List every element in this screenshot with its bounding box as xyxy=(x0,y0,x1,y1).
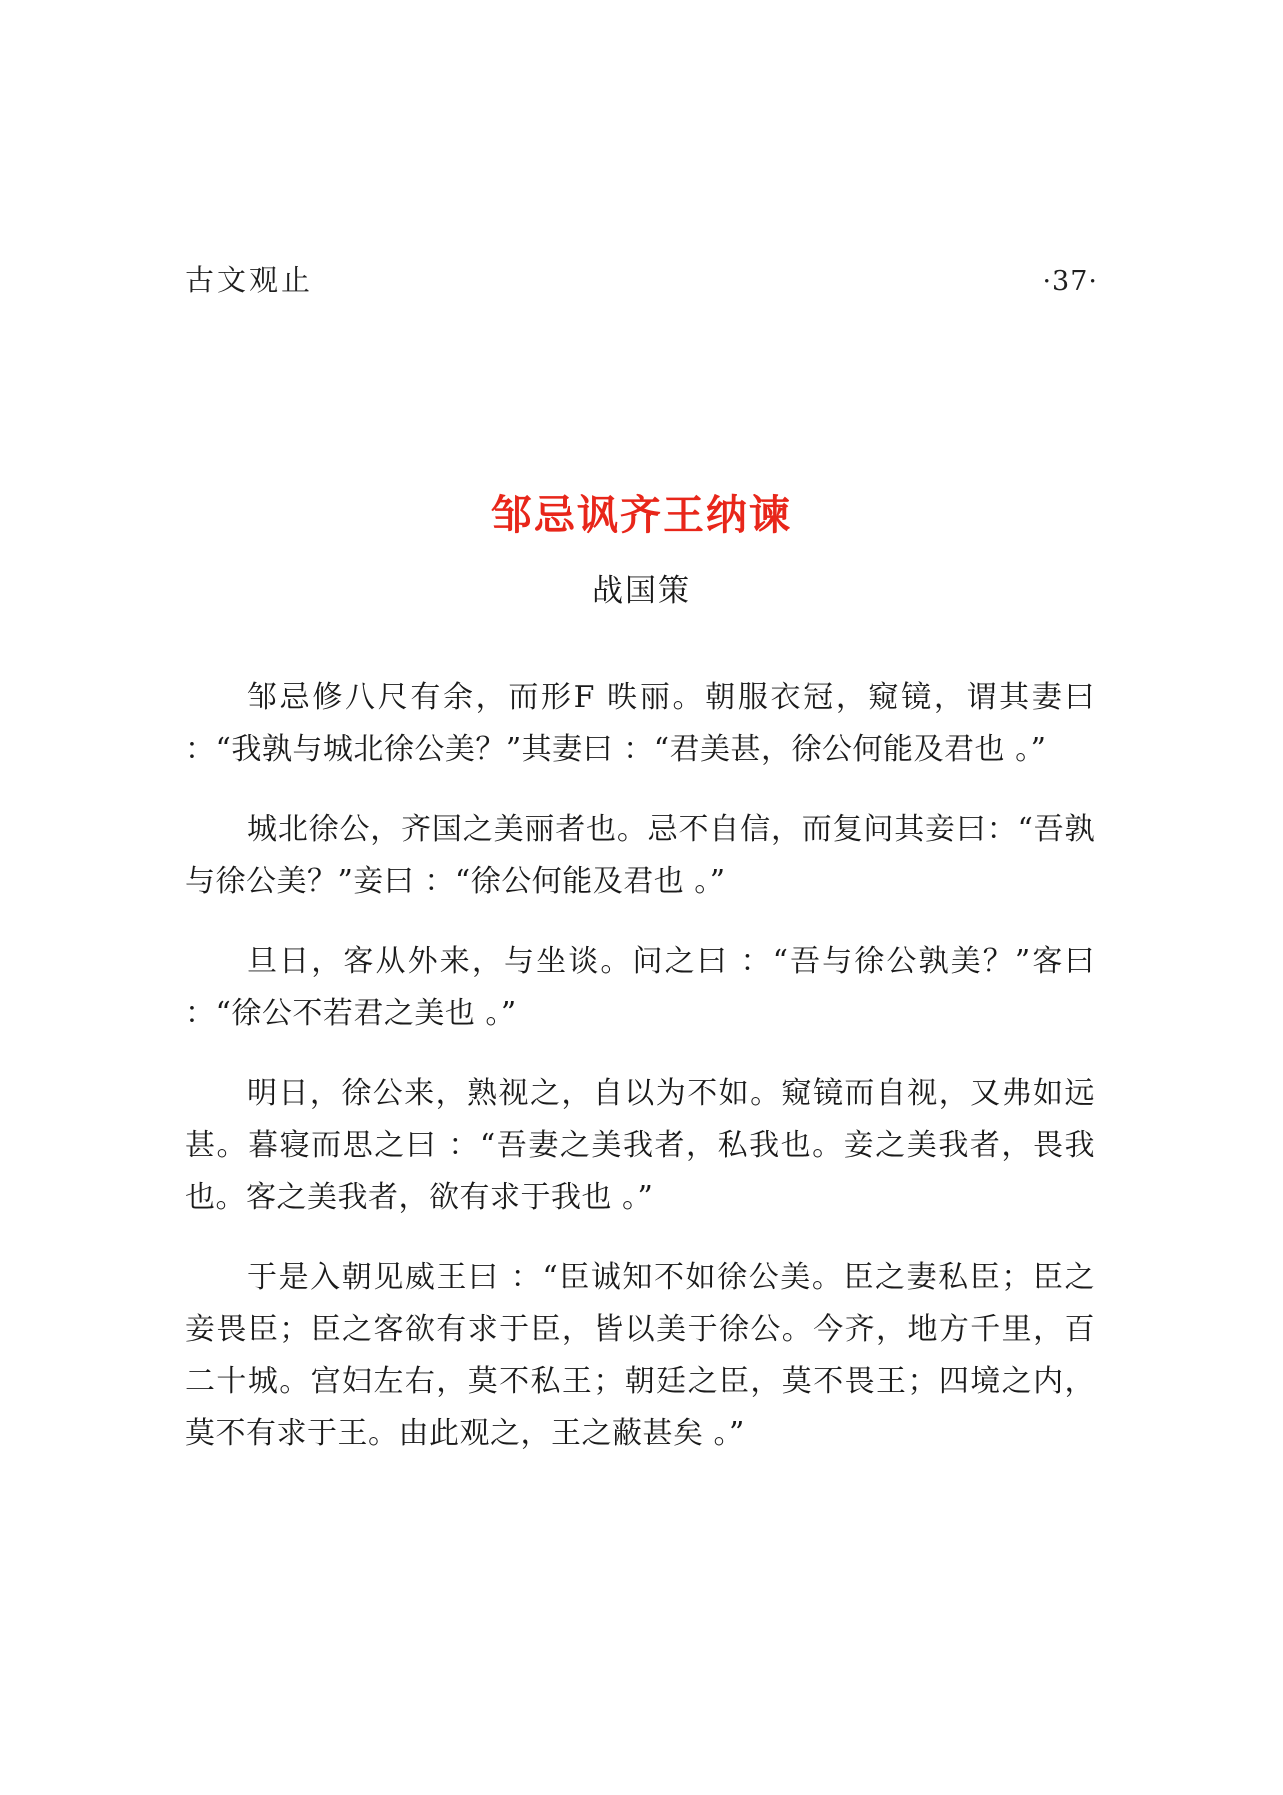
book-title: 古文观止 xyxy=(185,263,314,297)
paragraph: 于是入朝见威王曰 ：“臣诚知不如徐公美。臣之妻私臣；臣之妾畏臣；臣之客欲有求于臣，皆以美于徐公。今齐，地方千里，百二十城。宫妇左右，莫不私王；朝廷之臣，莫不畏王；四境之内，莫不有求于王。由此观之，王之蔽甚矣 。” xyxy=(185,1260,1095,1451)
page-number: ·37· xyxy=(1042,266,1098,297)
article-body xyxy=(185,672,1095,1460)
paragraph: 旦日，客从外来，与坐谈。问之曰 ：“吾与徐公孰美？”客曰 ：“徐公不若君之美也 。” xyxy=(185,944,1095,1031)
article-title: 邹忌讽齐王纳谏 xyxy=(491,491,792,540)
paragraph: 明日，徐公来，熟视之，自以为不如。窥镜而自视，又弗如远甚。暮寝而思之曰 ：“吾妻之美我者，私我也。妾之美我者，畏我也。客之美我者，欲有求于我也 。” xyxy=(185,1076,1095,1215)
paragraph: 邹忌修八尺有余，而形F 昳丽。朝服衣冠，窥镜，谓其妻曰 ：“我孰与城北徐公美？”其妻曰 ：“君美甚，徐公何能及君也 。” xyxy=(185,680,1095,767)
paragraph: 城北徐公，齐国之美丽者也。忌不自信，而复问其妾曰：“吾孰与徐公美？”妾曰 ：“徐公何能及君也 。” xyxy=(185,812,1095,899)
article-source: 战国策 xyxy=(592,573,691,609)
running-head xyxy=(0,258,1283,302)
